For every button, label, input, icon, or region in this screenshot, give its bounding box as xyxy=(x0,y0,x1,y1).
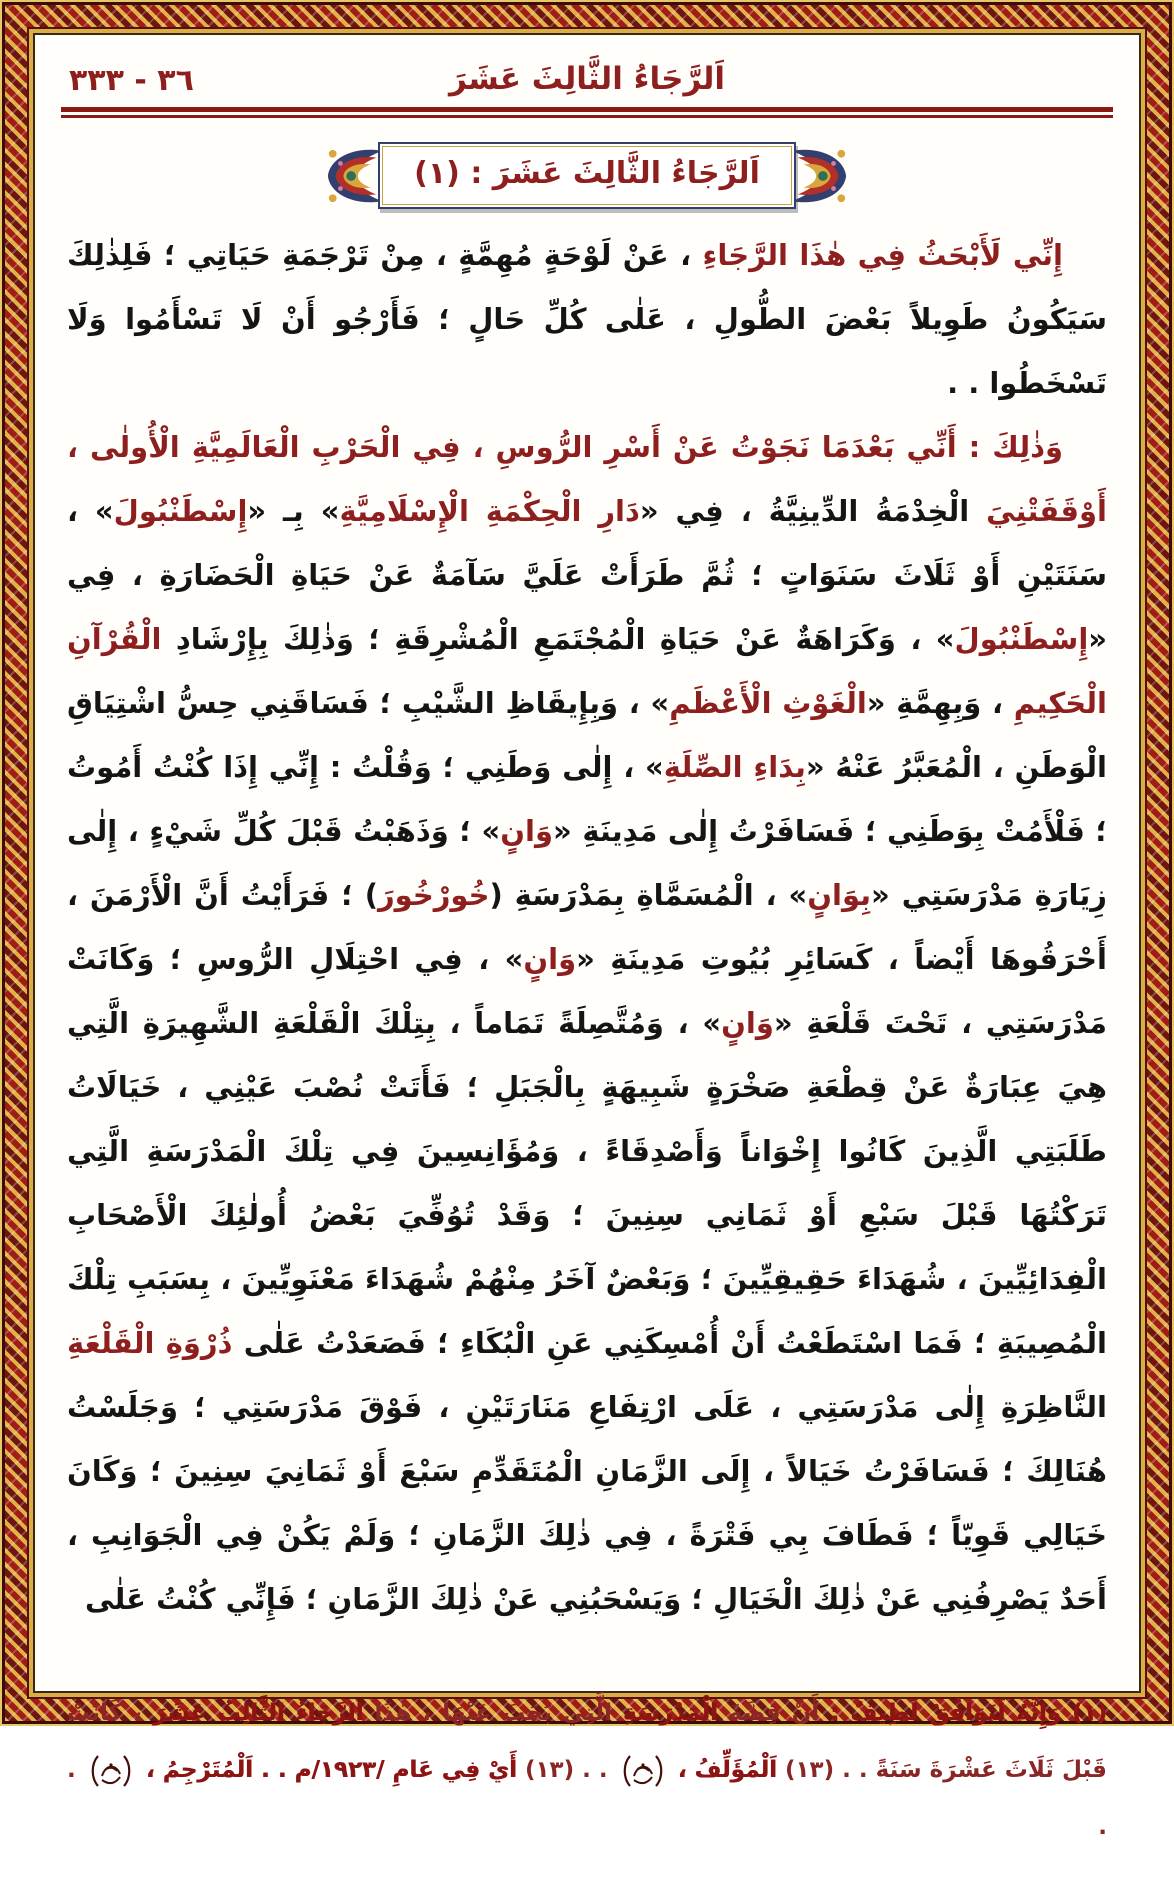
body-text: الْخِدْمَةُ الدِّينِيَّةُ ، فِي « xyxy=(639,494,987,528)
emphasis-text: (١) وَإِنَّهُ لَتَوَافُقٌ لَطِيفٌ : xyxy=(819,1700,1108,1726)
paragraph xyxy=(67,415,1107,1631)
emphasis-text: وَذٰلِكَ : أَنِّي بَعْدَمَا نَجَوْتُ عَنْ أَسْرِ الرُّوسِ ، فِي الْحَرْبِ الْعَالَمِيَّةِ الْأُولٰى ، أَوْقَفَتْنِيَ xyxy=(67,430,1107,528)
body-text: » ، وَكَرَاهَةٌ عَنْ حَيَاةِ الْمُجْتَمَعِ الْمُشْرِقَةِ ؛ وَذٰلِكَ بِإِرْشَادِ xyxy=(161,622,955,656)
body-text: النَّاظِرَةِ إِلٰى مَدْرَسَتِي ، عَلَى ارْتِفَاعِ مَنَارَتَيْنِ ، فَوْقَ مَدْرَسَتِي ؛ وَجَلَسْتُ هُنَالِكَ ؛ فَسَافَرْتُ خَيَالاً ، إِلَى الزَّمَانِ الْمُتَقَدِّمِ سَبْعَ أَوْ ثَمَانِيَ سِنِينَ ؛ وَكَانَ خَيَالِي قَوِيّاً ؛ فَطَافَ بِي فَتْرَةً ، فِي ذٰلِكَ الزَّمَانِ ؛ وَلَمْ يَكُنْ فِي الْجَوَانِبِ ، أَحَدٌ يَصْرِفُنِي عَنْ ذٰلِكَ الْخَيَالِ ؛ وَيَسْحَبُنِي عَنْ ذٰلِكَ الزَّمَانِ ؛ فَإِنِّي كُنْتُ عَلٰى xyxy=(67,1390,1107,1616)
body-text: » ، إِلٰى وَطَنِي ؛ وَقُلْتُ : إِنِّي إِذَا كُنْتُ أَمُوتُ ؛ فَلْأَمُتْ بِوَطَنِي ؛ فَسَافَرْتُ إِلٰى مَدِينَةِ « xyxy=(67,750,1107,848)
emphasis-text: اَلْمُؤَلِّفُ ، xyxy=(669,1757,777,1783)
emphasis-text: دَارِ الْحِكْمَةِ الْإِسْلَامِيَّةِ xyxy=(339,494,640,528)
emphasis-text: بِوَانٍ xyxy=(807,878,872,912)
body-text: ، وَبِهِمَّةِ « xyxy=(866,686,1014,720)
body-text: » بِـ « xyxy=(247,494,340,528)
calligraphic-seal-icon xyxy=(621,1753,665,1789)
chapter-title-cartouche-row xyxy=(61,142,1113,209)
emphasis-text: إِنِّي لَأَبْحَثُ فِي هٰذَا الرَّجَاءِ xyxy=(702,238,1063,272)
body-text: . . (١٣) xyxy=(516,1757,608,1783)
emphasis-text: إِسْطَنْبُولَ xyxy=(954,622,1089,656)
emphasis-text: وَانٍ xyxy=(721,1006,774,1040)
page-numbers: ٣٦ - ٣٣٣ xyxy=(69,63,194,98)
divider-thick-rule xyxy=(61,107,1113,112)
emphasis-text: ذُرْوَةِ الْقَلْعَةِ xyxy=(67,1326,233,1360)
emphasis-text: خُورْخُورَ xyxy=(377,878,490,912)
emphasis-text: وَانٍ xyxy=(523,942,577,976)
page-content-area xyxy=(33,33,1141,1840)
cartouche-flourish-left-icon xyxy=(324,143,386,209)
calligraphic-seal-icon xyxy=(89,1753,133,1789)
body-text: ، عَنْ لَوْحَةٍ مُهِمَّةٍ ، مِنْ تَرْجَمَةِ حَيَاتِي ؛ فَلِذٰلِكَ سَيَكُونُ طَوِيلاً بَعْضَ الطُّولِ ، عَلٰى كُلِّ حَالٍ ؛ فَأَرْجُو أَنْ لَا تَسْأَمُوا وَلَا تَسْخَطُوا . . xyxy=(67,238,1107,400)
body-text-block xyxy=(61,209,1113,1631)
body-text: » ، وَمُتَّصِلَةً تَمَاماً ، بِتِلْكَ الْقَلْعَةِ الشَّهِيرَةِ الَّتِي هِيَ عِبَارَةٌ عَنْ قِطْعَةِ صَخْرَةٍ شَبِيهَةٍ بِالْجَبَلِ ؛ فَأَتَتْ نُصْبَ عَيْنِي ، خَيَالَاتُ طَلَبَتِي الَّذِينَ كَانُوا إِخْوَاناً وَأَصْدِقَاءً ، وَمُؤَانِسِينَ فِي تِلْكَ الْمَدْرَسَةِ الَّتِي تَرَكْتُهَا قَبْلَ سَبْعِ أَوْ ثَمَانِي سِنِينَ ؛ وَقَدْ تُوُفِّيَ بَعْضُ أُولٰئِكَ الْأَصْحَابِ الْفِدَائِيِّينَ ، شُهَدَاءَ حَقِيقِيِّينَ ؛ وَبَعْضٌ آخَرُ مِنْهُمْ شُهَدَاءَ مَعْنَوِيِّينَ ، بِسَبَبِ تِلْكَ الْمُصِيبَةِ ؛ فَمَا اسْتَطَعْتُ أَنْ أُمْسِكَنِي عَنِ الْبُكَاءِ ؛ فَصَعَدْتُ عَلٰى xyxy=(67,1006,1107,1360)
body-text: ، كَانَتْ قَبْلَ ثَلَاثَ عَشْرَةَ سَنَةً . . (١٣) xyxy=(67,1700,1107,1783)
cartouche-flourish-right-icon xyxy=(788,143,850,209)
emphasis-text: إِسْطَنْبُولَ xyxy=(113,494,248,528)
body-text: » ، الْمُسَمَّاةِ بِمَدْرَسَةِ ( xyxy=(489,878,808,912)
emphasis-text: وَانٍ xyxy=(500,814,554,848)
body-text: ) ؛ فَرَأَيْتُ أَنَّ الْأَرْمَنَ ، أَحْرَقُوهَا أَيْضاً ، كَسَائِرِ بُيُوتِ مَدِينَةِ « xyxy=(67,878,1107,976)
divider-thin-rule xyxy=(61,115,1113,118)
body-text: . . xyxy=(67,1757,1107,1840)
body-text: » ، فِي احْتِلَالِ الرُّوسِ ؛ وَكَانَتْ مَدْرَسَتِي ، تَحْتَ قَلْعَةِ « xyxy=(67,942,1107,1040)
body-text: » ؛ وَذَهَبْتُ قَبْلَ كُلِّ شَيْءٍ ، إِلٰى زِيَارَةِ مَدْرَسَتِي « xyxy=(67,814,1107,912)
emphasis-text: بِدَاءِ الصِّلَةِ xyxy=(663,750,806,784)
body-text: » ، وَبِإِيقَاظِ الشَّيْبِ ؛ فَسَاقَنِي حِسُّ اشْتِيَاقِ الْوَطَنِ ، الْمُعَبَّرُ عَنْهُ « xyxy=(67,686,1107,784)
body-text: أَنَّ قِصَّةَ xyxy=(717,1700,820,1726)
paragraph xyxy=(67,223,1107,415)
body-text: الَّتِي بَحَثَ عَنْهَا ، هٰذَا xyxy=(363,1700,623,1726)
emphasis-text: أَيْ فِي عَامِ /١٩٢٣/م . . اَلْمُتَرْجِمُ ، xyxy=(137,1757,517,1783)
running-header xyxy=(61,53,1113,97)
body-text: » ، سَنَتَيْنِ أَوْ ثَلَاثَ سَنَوَاتٍ ؛ ثُمَّ طَرَأَتْ عَلَيَّ سَآمَةٌ عَنْ حَيَاةِ الْحَضَارَةِ ، فِي « xyxy=(67,494,1107,656)
emphasis-text: الْغَوْثِ الْأَعْظَمِ xyxy=(669,686,867,720)
emphasis-text: الْقُرْآنِ الْحَكِيمِ xyxy=(67,622,1107,720)
running-header-title: اَلرَّجَاءُ الثَّالِثَ عَشَرَ xyxy=(449,61,725,97)
header-divider xyxy=(61,107,1113,118)
emphasis-text: الْمَدْرَسَةِ xyxy=(622,1700,718,1726)
chapter-title: اَلرَّجَاءُ الثَّالِثَ عَشَرَ : (١) xyxy=(378,142,796,209)
emphasis-text: الرَّجَاءُ الثَّالِثُ عَشَرَ xyxy=(152,1700,364,1726)
footnote-block xyxy=(61,1685,1113,1882)
